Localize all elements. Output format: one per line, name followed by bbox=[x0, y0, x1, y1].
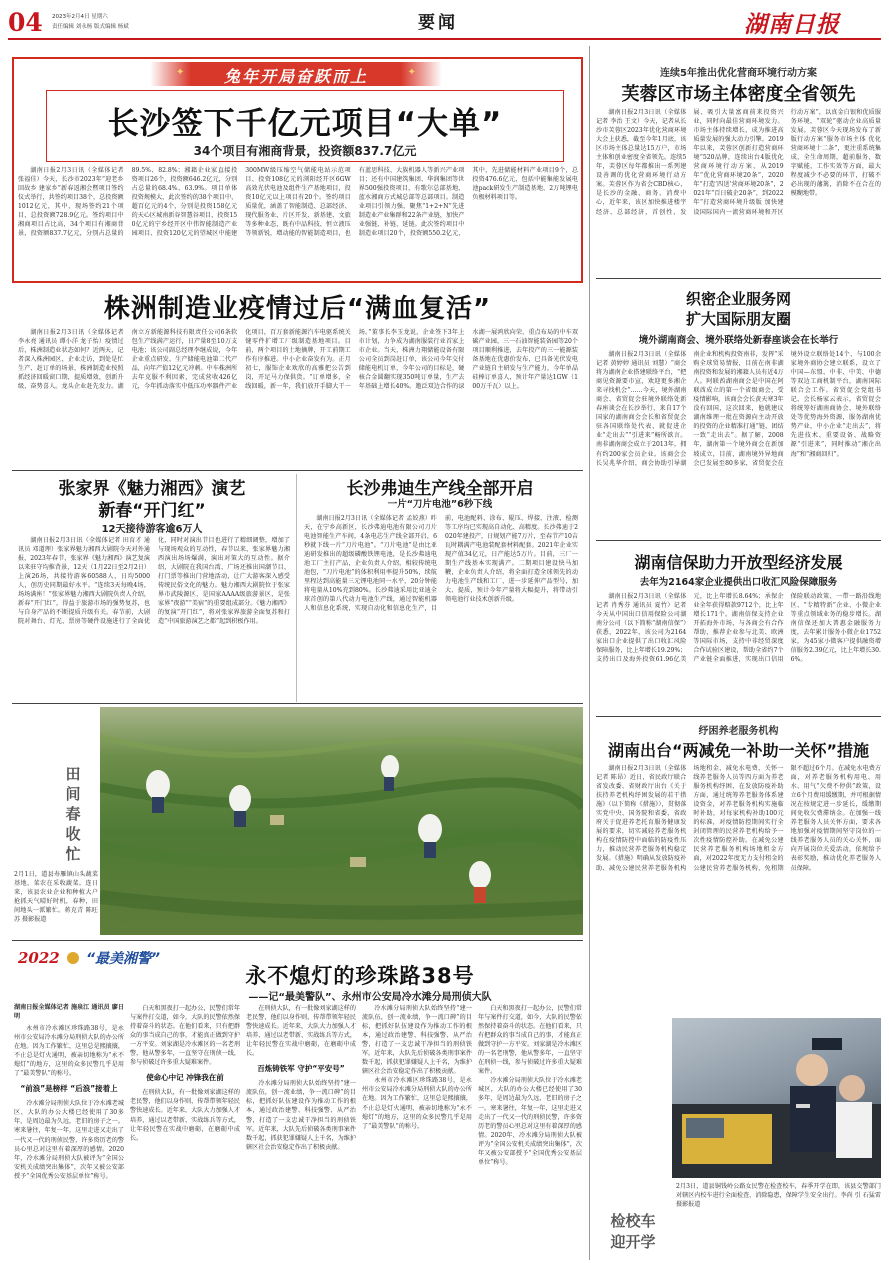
paper-logo: 湖南日报 bbox=[744, 11, 840, 38]
police-body-3b: 白天和黑夜打一起办公，民警们常年与案件打交道，如今，大队的民警依然保持着奋斗的状态。在他们看来，只有把群众的事当成自己的事，才能真正做到守护一方平安。刘家湖是冷水滩区的一名老刑警，他从警多年，一直坚守在刑侦一线，参与侦破过许多重大疑难案件。 bbox=[478, 1005, 582, 1076]
police-section-1: “前浪”是榜样 “后浪”接着上 bbox=[20, 1084, 118, 1094]
divider bbox=[296, 474, 297, 702]
school-photo-title bbox=[596, 1210, 670, 1252]
credit-body-text: 湖南日报2月3日讯（全媒体记者 肖秀芬 通讯员 夏竹）记者今天从中国出口信用保险公司湖南分公司（以下简称“湖南信保”）获悉，2022年，该公司为2164家出口企业提供了出口收汇风险保障服务，比上年增长19.29%；支持出口及海外投资61.96亿美元，比上年增长8.64%；承保企业全年获得赔款9712个，比上年增长171个。湖南信保支持企业开拓海外市场，与各商会有合作帮助，推荐企业参与北美、欧洲等国际市场，支持中非经贸深度合作试验区建设，帮助全省约7个产业链全面推进，实现出口信用保险联动政策、一带一路沿线地区、“专精特新”企业、小微企业等重点领域业务的稳步增长。湖南信保还加大普惠金融服务力度，去年累计服务小微企业1752家，为45家小微客户提供融资增信服务2.39亿元，比上年增长30.6%。 bbox=[596, 593, 881, 664]
masthead-rule bbox=[8, 38, 881, 40]
zhuzhou-body-text: 湖南日报2月3日讯（全媒体记者 李永亮 通讯员 谭小洋 龙子怡）疫情过后，株洲制造业状态如何？近两天，记者深入株洲园区、企业走访，到处是忙生产、赶订单的场景，株洲制造业按照抓经济回暖窗口期，提质增效，创新升级，奋势喜人。龙头企业赶先发力。湖南立方新能源科技有限责任公司6条软包生产线满产运行，日产量8至10万支电池；该公司副总经理李继成说，今年企业重点研发、生产储能电池第二代产品，向年产值12亿元冲刺。中车株洲所去年克服不利因素，完成营收426亿元，今年抓动落实中低压功率器件产业化项目，百万套新能源汽车电驱系统关键零件扩增工厂级制造基地项目。目前，两个项目的土地摘牌，开工前期工作有序推进。中小企业奋发有为。正月初七，服饰企业欢欣的高雅把公告到岗，开足马力保供货。“订单增多，全线回暖，新一年，我们放开手脚大干一场。”董事长李玉龙说，企业签下3年上市计划，力争成为湖南服装行业首家上市企业。当天，株洲力翔储能设备有限公司全员到岗赶订单，该公司今年交付储能电机订单，今年公司的目标是，硬核合金圆翻实现350吨订单量，生产去年基础上增长40%。邀泛双边合作的渌水湖一展鸿欣向荣，重点布局的中车双碳产业园、三一石油智能装备园等20个项目顺利推进，去年投产的三一能源装备基地在优惠价发布，已具备光伏发电产业链自主研发与生产能力，今年单晶硅棒订单喜人，预计年产量达1GW（100万千瓦）以上。 bbox=[18, 329, 578, 391]
police-body-1: 永州市冷水滩区珍珠路38号，是永州市公安局冷水滩分局刑侦大队的办公所在地。因为工作繁忙，这里总是熙攘攘，不止总是灯火通明，被亲切地称为“永不熄灯”的地方，这里的众多民警几乎是用了“最美警队”的称号。 bbox=[14, 1025, 124, 1078]
masthead-editors: 责任编辑 刘永杨 版式编辑 杨斌 bbox=[52, 24, 129, 30]
weaving-subhead: 境外湖南商会、境外联络处新春座谈会在长举行 bbox=[638, 335, 839, 346]
banner-ornament-left: ✦ bbox=[176, 67, 185, 78]
weaving-headline-2: 扩大国际朋友圈 bbox=[685, 310, 791, 328]
field-photo-title-char: 春 bbox=[65, 805, 81, 823]
police-byline-text: 湖南日报全媒体记者 施泉江 通讯员 廖日明 bbox=[14, 1004, 124, 1021]
field-photo-title bbox=[58, 764, 88, 864]
weaving-body-text: 湖南日报2月3日讯（全媒体记者 黄婷婷 通讯员 刘慧）“商会将为湖南企业搭建联络平台，“把商见资源要市宣，欢迎更多湘企来寻找机会”……今天，境外湖南商会、省贸促会驻境外联络处新春座谈会在长沙举行，来自17个国家的湖南商会会长和省贸促会驻各国联络处代表，就促进企业“走出去”“引进来”畅所欲言。南非湖南商会成立于2013年，拥有约200家会员企业。该商会会长吴兆华介绍，商会协助引导湖南企业和机构投资南非，发挥“采购全球贸易情报，目前在南非湖南投资和发展的湘籍人员有近4万人。阿联酋湖南商会是中国在阿联酋成立的第一个省级商会，受疫情影响，该商会会长黄天寒3年没有回国，这次回来，他就建议湖南维理一批在资源向主动开放的投资的企业精准打通“链，团结一致“走出去”。据了解，2008年，湖南第一个境外商会在新加坡成立，目前，湖南境外异地商会已发展至80多家，省贸促会在境外设立联络处14个，与100余家境外商协会建立联系，设立了中国—东盟、中非、中美、中德等双边工商机制平台，湖南国际联合会工作。省贸促会党组书记、会长杨家云表示，省贸促会将统筹好湖南商协会、境外联络处等优势海外资源，服务湖南优势产业，中小企业“走出去”，将先进技术、重要设备、战略资源“引进来”，同时推动“湘企出海”和“湘商回归”。 bbox=[596, 351, 881, 467]
school-photo-title-line-1: 检校车 bbox=[610, 1212, 656, 1230]
banner-ornament-right: ✦ bbox=[407, 67, 416, 78]
school-photo-caption bbox=[676, 1182, 881, 1258]
school-bus-photo-art bbox=[672, 1018, 881, 1178]
police-headline: 永不熄灯的珍珠路38号 bbox=[245, 964, 475, 988]
police-body-3: 白天和黑夜打一起办公，民警们常年与案件打交道，如今，大队的民警依然保持着奋斗的状态。在他们看来，只有把群众的事当成自己的事，才能真正做到守护一方平安。刘家湖是冷水滩区的一名老刑警，他从警多年，一直坚守在刑侦一线，参与侦破过许多重大疑难案件。 bbox=[130, 1005, 240, 1067]
zhangjiajie-headline-2: 新春“开门红” bbox=[98, 501, 206, 521]
changsha-body bbox=[18, 166, 578, 278]
field-photo-title-char: 间 bbox=[65, 785, 81, 803]
battery-subhead: 一片“刀片电池”6秒下线 bbox=[387, 499, 493, 510]
police-body-4: 在刑侦大队，有一批像刘家湖这样的老民警，他们以身作则，传帮带领年轻民警快速成长。近年来，大队大力加强人才培养，通过以老带新、实战练兵等方式，让年轻民警在实战中磨砺，在磨砺中成长。 bbox=[130, 1089, 240, 1142]
police-body-2: 冷水滩分局刑侦大队位于冷水滩老城区，大队的办公大楼已经使用了30多年，是周边最为久远，老旧的房子之一。寒来暑往，年复一年，这里走进又走出了一代又一代的刑侦民警，许多资历老的警员心里总对这里有着深厚的感情。2020年，冷水滩分局刑侦大队被评为“全国公安机关成绩突出集体”，次年又被公安部授予“全国优秀公安基层单位”称号。 bbox=[14, 1100, 124, 1180]
column-divider bbox=[589, 46, 590, 1260]
weaving-headline-1: 织密企业服务网 bbox=[685, 290, 791, 308]
police-badge-icon bbox=[67, 952, 79, 964]
zhangjiajie-subhead: 12天接待游客逾6万人 bbox=[101, 524, 203, 535]
banner bbox=[150, 62, 442, 86]
field-photo-title-char: 田 bbox=[65, 765, 81, 783]
masthead-date: 2023年2月4日 星期六 bbox=[52, 14, 108, 20]
divider bbox=[596, 716, 881, 717]
field-photo-caption bbox=[14, 870, 98, 934]
field-harvest-photo bbox=[100, 707, 583, 935]
best-police-tag-year: 2022 bbox=[18, 949, 60, 967]
police-body-1b: 永州市冷水滩区珍珠路38号，是永州市公安局冷水滩分局刑侦大队的办公所在地。因为工作繁忙，这里总是熙攘攘，不止总是灯火通明，被亲切地称为“永不熄灯”的地方，这里的众多民警几乎是用了“最美警队”的称号。 bbox=[362, 1077, 472, 1130]
police-col-3 bbox=[246, 1004, 356, 1256]
credit-subhead: 去年为2164家企业提供出口收汇风险保障服务 bbox=[639, 577, 838, 588]
police-col-4 bbox=[362, 1004, 472, 1256]
furong-body-text: 湖南日报2月3日讯（全媒体记者 李治 王文）今天，记者从长沙市芙蓉区2023年优化营商环境大会上获悉，截至今年1月底，该区市场主体总量达15万户，市场主体和创业密度全省领先。连续5年，芙蓉区每年都推出一系列建设善调的优化营商环境行动方案。芙蓉区作为省会CBD核心，是长沙的金融、商务、消费中心，近年来，该区加快推进楼宇经济、总部经济，首创性、发展、吸引大量富商前来投资兴业，同时向最佳营商环境发力。市场主体持续增长，成为推进高质量发展的强大动力引擎。2019年以来，芙蓉区创新打造营商环境“520品牌，连续出台4版优化营商环境行动方案，从2019年“优化营商环境20条”，2020年“打造‘四送’营商环境20条”，2021年“百日破企20条”，到2022年“打造营商环境升级版 加快建设国际国内一流营商环境和开区行动方案”，以真金白银和优质服务环境，“双轮”驱动企业高质量发展。芙蓉区今天现场发布了新版行动方案“服务市场主体 优化营商环境十二条”，更注重系统集成，全生命周期，超前服务，数字赋能，工作实效等方面，最大程度减少不必要的环节，打破不必出现的藩篱，消除不在合在的模糊地带。 bbox=[596, 109, 881, 216]
changsha-headline: 长沙签下千亿元项目“大单” bbox=[107, 106, 503, 142]
furong-kicker: 连续5年推出优化营商环境行动方案 bbox=[660, 68, 817, 79]
page-number: 04 bbox=[8, 8, 43, 37]
school-photo-caption-text: 2月3日，道县铜钱岭公路女民警在检查校车，春季开学在即，该县交警部门对辖区内校车进行全面检查，消除隐患，保障学生安全出行。李尚 引 石猛雷 摄影报道 bbox=[676, 1183, 881, 1209]
battery-headline: 长沙弗迪生产线全部开启 bbox=[346, 479, 534, 499]
credit-body bbox=[596, 592, 881, 714]
police-section-2: 使命心中记 冲锋我在前 bbox=[146, 1073, 224, 1083]
police-section-3: 百炼铸铁军 守护“平安号” bbox=[257, 1064, 345, 1074]
elderly-kicker: 纾困养老服务机构 bbox=[698, 726, 779, 737]
changsha-subhead: 34个项目有湘商背景，投资额837.7亿元 bbox=[193, 144, 417, 158]
police-body-2b: 冷水滩分局刑侦大队位于冷水滩老城区，大队的办公大楼已经使用了30多年，是周边最为久远，老旧的房子之一。寒来暑往，年复一年，这里走进又走出了一代又一代的刑侦民警，许多资历老的警员心里总对这里有着深厚的感情。2020年，冷水滩分局刑侦大队被评为“全国公安机关成绩突出集体”，次年又被公安部授予“全国优秀公安基层单位”称号。 bbox=[478, 1077, 582, 1166]
police-subhead: ——记“最美警队”、永州市公安局冷水滩分局刑侦大队 bbox=[248, 992, 492, 1003]
changsha-body-text: 湖南日报2月3日讯（全媒体记者 张福佳）今天，长沙市2023年“迎老乡 回故乡 建家乡”新春返湘会暨项目签约仪式举行，共签约项目38个，总投资额1012亿元，其中，现场签约21个项目，总投资额728.9亿元。签约项目中湘商项目占比高，34个项目有湘商背景，投资额837.7亿元，分别占总量的89.5%、82.8%；湘籍企业家直接投资项目26个，投资额646.2亿元，分别占总量的68.4%、63.9%。项目单体投资规模大，此次签约的38个项目中，超百亿元的4个，分别是投资158亿元的天心区城南新谷智慧谷项目、投资150亿元的宁乡经开区中伟智能制造产业园项目、投资120亿元的望城区中能建300MW级压缩空气储能电站示范项目、投资108亿元的浏阳经开区6GW高效光伏电池及组件生产基地项目，投资10亿元以上项目有20个。签约项目质量优，涵盖了智能制造、总部经济、现代服务业、片区开发、新基建、文旅等多种业态，既有中品科技、恒立液压等领新锐，增动能的智能制造项目，也有蓝思科技、大族机器人等新兴产业项目；还有中国建筑集团、华润集团等世界500强投资项目，有歌尔总部基地、蓝水湘商方式城总部等总部项目。制造业项目引领力强，聚焦“1+2+N”先进制造业产业集群和22条产业链，加快产业强链、补链、延链。此次签约项目中制造业项目20个，投资额550.2亿元，其中，先进储能材料产业项目9个，总投资476.6亿元，包括中能集能发展电池pack研发生产制造基地、2万吨锂电负极材料项目等。 bbox=[18, 167, 578, 238]
police-body-5b: 冷水滩分局刑侦大队始终坚持“建一流队伍，创一流业绩，争一流口碑”的目标，把抓好队伍建设作为推动工作的根本，通过政治建警、科技强警、从严治警，打造了一支忠诚干净担当的刑侦铁军。近年来，大队先后侦破各类刑事案件数千起，抓获犯罪嫌疑人上千名，为维护辖区社会治安稳定作出了积极贡献。 bbox=[362, 1005, 472, 1076]
police-body-4b: 在刑侦大队，有一批像刘家湖这样的老民警，他们以身作则，传帮带领年轻民警快速成长。近年来，大队大力加强人才培养，通过以老带新、实战练兵等方式，让年轻民警在实战中磨砺，在磨砺中成长。 bbox=[246, 1005, 356, 1058]
masthead bbox=[0, 0, 889, 46]
police-body-5: 冷水滩分局刑侦大队始终坚持“建一流队伍，创一流业绩，争一流口碑”的目标，把抓好队伍建设作为推动工作的根本，通过政治建警、科技强警、从严治警，打造了一支忠诚干净担当的刑侦铁军。近年来，大队先后侦破各类刑事案件数千起，抓获犯罪嫌疑人上千名，为维护辖区社会治安稳定作出了积极贡献。 bbox=[246, 1080, 356, 1151]
divider bbox=[12, 940, 583, 941]
furong-headline: 芙蓉区市场主体密度全省领先 bbox=[621, 84, 856, 105]
school-bus-photo bbox=[672, 1018, 881, 1178]
elderly-headline: 湖南出台“两减免一补助一关怀”措施 bbox=[607, 741, 870, 760]
elderly-body bbox=[596, 764, 881, 1012]
police-byline bbox=[14, 1003, 124, 1023]
weaving-body bbox=[596, 350, 881, 536]
best-police-tag-text: “最美湘警” bbox=[85, 951, 160, 967]
divider bbox=[12, 470, 583, 471]
battery-body-text: 湖南日报2月3日讯（全媒体记者 孟姣燕）昨天，在宁乡高新区，长沙弗迪电池有限公司刀片电池智能生产车间，4条电芯生产线全部开启，6秒就下线一片“刀片电池”。“刀片电池”是由比亚迪研发推出的超级磷酸铁锂电池，是长沙弗迪电池工厂主打产品，企业负责人介绍，相较传统电池包，“刀片电池”的体积利用率提升50%，续航里程达到高能量三元锂电池同一水平，20分钟能将电量从10%充到80%。长沙弗迪采用比亚迪全球首创的第八代动力电池生产线，通过智能机器人和信息化系统，实现自动化和信息化生产，目前，电池配料、涂布、辊压、焊接、注液、检测等工序均已实现高自动化、高精度。长沙弗迪于2020年建投产，日规划产能7万片，至春节产10吉瓦时耦满产电池装配套材料配套。2021年企业实现产值34亿元，日产能达5万片。目前，三厂一期生产线基本实现满产。二期项目建设快马加鞭，企业负责人介绍，将全面打造全球领先的动力电池生产线和工厂，进一步延伸产品型号，加大、提质，预计今年产量将大幅提升，将带动引领电池行业技术创新升级。 bbox=[304, 515, 578, 613]
battery-body bbox=[304, 514, 578, 700]
furong-body bbox=[596, 108, 881, 272]
section-title: 要闻 bbox=[418, 13, 458, 33]
divider bbox=[596, 540, 881, 541]
school-photo-title-line-2: 迎开学 bbox=[610, 1233, 656, 1251]
field-photo-title-char: 收 bbox=[65, 825, 81, 843]
field-photo-title-char: 忙 bbox=[65, 845, 81, 863]
police-col-1 bbox=[14, 1024, 124, 1256]
police-col-5 bbox=[478, 1004, 582, 1256]
divider bbox=[12, 703, 583, 704]
zhuzhou-body bbox=[18, 328, 578, 468]
zhuzhou-headline: 株洲制造业疫情过后“满血复活” bbox=[103, 294, 492, 324]
credit-headline: 湖南信保助力开放型经济发展 bbox=[634, 553, 843, 572]
police-col-2 bbox=[130, 1004, 240, 1256]
best-police-tag bbox=[18, 948, 160, 968]
divider bbox=[596, 278, 881, 279]
zhangjiajie-headline-1: 张家界《魅力湘西》演艺 bbox=[58, 479, 246, 499]
banner-text: 兔年开局奋跃而上 bbox=[223, 67, 368, 86]
zhangjiajie-body bbox=[18, 536, 290, 700]
field-photo-art bbox=[100, 707, 583, 935]
zhangjiajie-body-text: 湖南日报2月3日讯（全媒体记者 田育才 通讯员 邓道理）张家界魅力湘西大剧院今天对外通报，2023年春节，张家界《魅力湘西》演艺复演以来驻守均推背景，12天（1月22日至2月2日）上演26场，共接待游客60588人，日均5000人，创历史同期最好水平。“连续3天每晚4场，场场满座！”张家界魅力湘西大剧院负责人介绍，新春“开门红”，得益于旅游市场的强势复苏，也与自身产品的不断提质升级有关。春节前，大剧院对舞台、灯光、票房等硬件设施进行了全面优化，同时对演出节目也进行了精细调整，增加了与现场观众的互动性，春节以来，张家界魅力湘西演出场场爆满，演出对策大的互动性。据介绍，大剧院在我国台湾、广场还推出国潮节目、打门票等推出门营地活动，让广大游客深入感受传统民俗文化的魅力。魅力湘西大剧院位于张家界市武陵源区，是国家AAAA级旅游景区，是张家界“夜游”“美宿”的重要组成部分。《魅力湘西》的复演“开门红”，将对张家界旅游全面复苏和打造“中国旅游演艺之都”起到积极作用。 bbox=[18, 537, 290, 626]
elderly-body-text: 湖南日报2月3日讯（全媒体记者 陈昂）近日，省民政厅联合省发改委、省财政厅出台《关于扶持养老机构纾困发展的若干措施》（以下简称《措施》），贯彻落实党中央、国务院和省委、省政府关于促进养老托育服务健康发展的要求，切实减轻养老服务机构在疫情防控中面临的防疫性压力，推动民营养老服务机构稳定发展。《措施》明确从发放防疫补助、减免公建民营养老服务机构场地租金、减免水电费、关怀一线养老服务人员等四方面为养老服务机构纾困，在发放防疫补助方面，通过统筹养老服务体系建设资金，对养老服务机构实施临时补助，对每家机构补助100元的标准，对疫情防控期间实行全封闭管理的民营养老机构给予一次性疫情防控补助。在减免公建民营养老服务机构场地租金方面，对2022年度无力支付租金的公建民营养老服务机构，免租期限不超过6个月。在减免水电费方面，对养老服务机构用电、用水、用气“欠费不停供”政策，设立6个月费用缓缴期，并可根据情况在按规定进一步延长，缓缴期间免收欠费滞纳金。在加强一线养老服务人员关怀方面，要求各地加强对疫情期间坚守岗位的一线养老服务人员的关心关怀，面向开展岗位关爱活动，依规给予表彰奖励，推动优化养老服务人员保障。 bbox=[596, 765, 881, 872]
field-photo-caption-text: 2月1日，道县寿雁镇山头蔬菜基地，菜农在采收蔬菜。连日来，该县农业企业和种植大户抢抓天气晴好时机，春种，田间地头一派繁忙。蒋克青 陈旺苏 摄影报道 bbox=[14, 871, 98, 924]
